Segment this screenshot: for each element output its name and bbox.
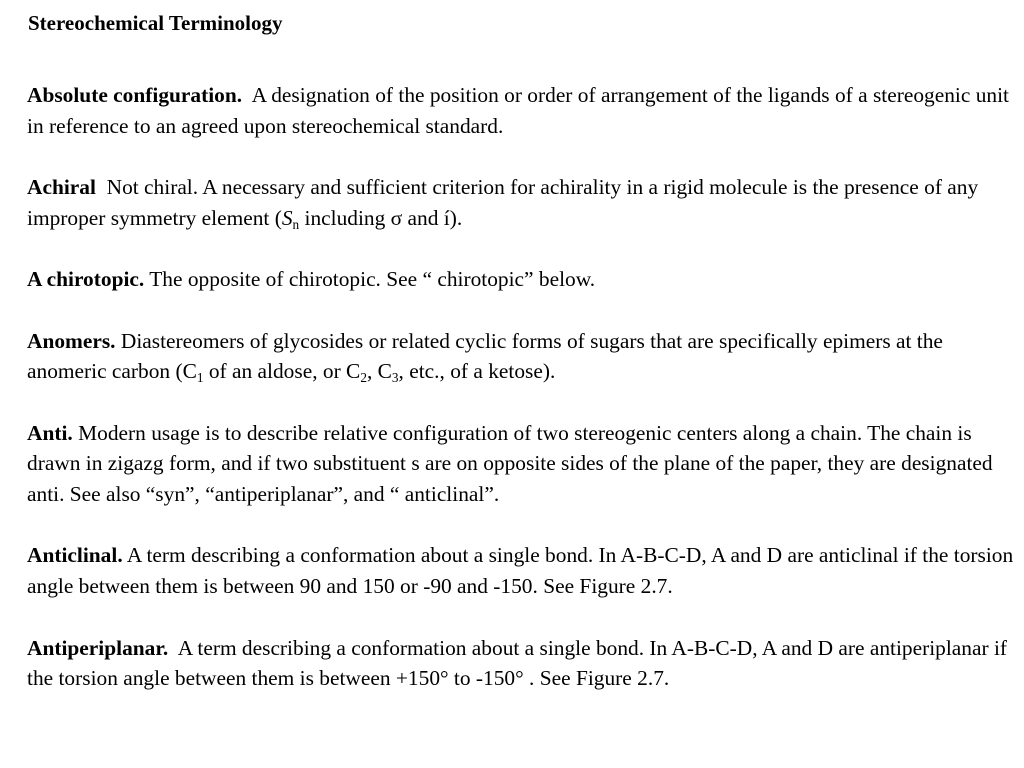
entry-achiral — [27, 172, 1017, 233]
definition: Modern usage is to describe relative configuration of two stereogenic centers along a chain. The chain is drawn in zigazg form, and if two substituent s are on opposite sides of the plane of the paper, they are designated anti. See also “syn”, “antiperiplanar”, and “ anticlinal”. — [27, 420, 993, 507]
term: Anomers. — [27, 328, 116, 353]
term: Anticlinal. — [27, 543, 123, 568]
page-title: Stereochemical Terminology — [28, 11, 283, 35]
definition-continued: of an aldose, or C — [203, 359, 361, 384]
entry-absolute-configuration — [27, 80, 1017, 141]
definition-continued: including σ and í). — [299, 205, 463, 230]
glossary-list — [27, 80, 1017, 725]
definition: Not chiral. A necessary and sufficient criterion for achirality in a rigid molecule is the presence of any improper symmetry element ( — [27, 175, 979, 230]
term: Anti. — [27, 420, 73, 445]
definition-continued: , etc., of a ketose). — [398, 359, 556, 384]
definition-continued: , C — [366, 359, 392, 384]
term: Absolute configuration. — [27, 83, 243, 107]
entry-anticlinal — [27, 540, 1017, 601]
entry-a-chirotopic — [27, 264, 1017, 295]
subscript: 2 — [360, 370, 367, 386]
symmetry-symbol: S — [281, 205, 293, 230]
definition: A term describing a conformation about a single bond. In A-B-C-D, A and D are antiperiplanar if the torsion angle between them is between +150° to -150° . See Figure 2.7. — [27, 635, 1008, 691]
subscript: 1 — [196, 370, 204, 386]
definition: The opposite of chirotopic. See “ chirotopic” below. — [149, 267, 596, 292]
symmetry-subscript: n — [292, 217, 300, 233]
subscript: 3 — [391, 370, 399, 386]
definition: Diastereomers of glycosides or related cyclic forms of sugars that are specifically epimers at the anomeric carbon (C — [27, 328, 943, 384]
entry-antiperiplanar — [27, 633, 1017, 694]
term: Antiperiplanar. — [27, 635, 169, 660]
term: A chirotopic. — [27, 267, 145, 292]
entry-anomers — [27, 326, 1017, 387]
definition: A term describing a conformation about a single bond. In A-B-C-D, A and D are anticlinal if the torsion angle between them is between 90 and 150 or -90 and -150. See Figure 2.7. — [27, 543, 1014, 599]
definition: A designation of the position or order of arrangement of the ligands of a stereogenic unit in reference to an agreed upon stereochemical standard. — [27, 83, 1009, 138]
term: Achiral — [27, 175, 96, 200]
entry-anti — [27, 418, 1017, 510]
